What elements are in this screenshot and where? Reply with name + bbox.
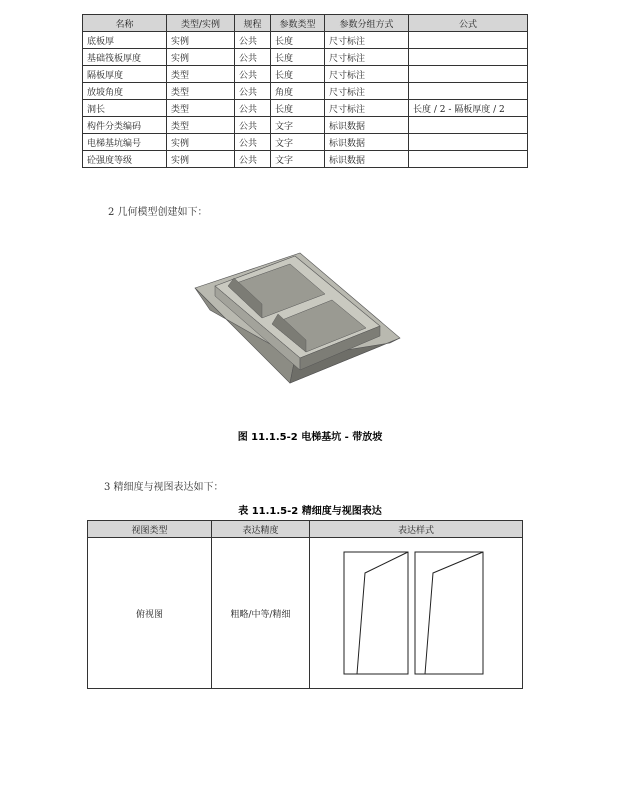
cell-type: 实例 xyxy=(167,32,235,49)
cell-type: 类型 xyxy=(167,83,235,100)
cell-name: 洞长 xyxy=(83,100,167,117)
cell-style xyxy=(310,538,523,689)
parameter-table-header xyxy=(83,15,528,32)
table-row xyxy=(83,32,528,49)
elevator-pit-model-image xyxy=(190,248,406,388)
cell-group: 尺寸标注 xyxy=(325,66,409,83)
cell-name: 隔板厚度 xyxy=(83,66,167,83)
top-view-sample-image xyxy=(343,551,489,675)
header-discipline: 规程 xyxy=(235,15,271,32)
cell-param-type: 文字 xyxy=(271,151,325,168)
table-caption: 表 11.1.5-2 精细度与视图表达 xyxy=(238,506,382,517)
cell-group: 尺寸标注 xyxy=(325,32,409,49)
cell-discipline: 公共 xyxy=(235,66,271,83)
cell-formula xyxy=(409,49,528,66)
header-formula: 公式 xyxy=(409,15,528,32)
cell-formula xyxy=(409,66,528,83)
cell-discipline: 公共 xyxy=(235,32,271,49)
cell-param-type: 长度 xyxy=(271,49,325,66)
table-row xyxy=(83,151,528,168)
cell-group: 标识数据 xyxy=(325,117,409,134)
parameter-table xyxy=(82,14,528,168)
table-row xyxy=(83,83,528,100)
detail-table-header xyxy=(88,521,523,538)
cell-discipline: 公共 xyxy=(235,134,271,151)
cell-name: 构件分类编码 xyxy=(83,117,167,134)
cell-param-type: 长度 xyxy=(271,32,325,49)
cell-group: 标识数据 xyxy=(325,151,409,168)
cell-formula xyxy=(409,32,528,49)
cell-formula xyxy=(409,83,528,100)
cell-formula xyxy=(409,134,528,151)
detail-table xyxy=(87,520,523,689)
table-row xyxy=(88,538,523,689)
cell-type: 实例 xyxy=(167,49,235,66)
figure-caption: 图 11.1.5-2 电梯基坑 - 带放坡 xyxy=(237,432,383,443)
cell-precision: 粗略/中等/精细 xyxy=(212,538,310,689)
cell-discipline: 公共 xyxy=(235,49,271,66)
cell-param-type: 文字 xyxy=(271,134,325,151)
header-view-type: 视图类型 xyxy=(88,521,212,538)
cell-type: 类型 xyxy=(167,66,235,83)
header-param-type: 参数类型 xyxy=(271,15,325,32)
table-row xyxy=(83,134,528,151)
cell-discipline: 公共 xyxy=(235,100,271,117)
cell-discipline: 公共 xyxy=(235,117,271,134)
cell-type: 实例 xyxy=(167,151,235,168)
cell-formula xyxy=(409,117,528,134)
header-type-instance: 类型/实例 xyxy=(167,15,235,32)
cell-name: 底板厚 xyxy=(83,32,167,49)
cell-group: 尺寸标注 xyxy=(325,100,409,117)
cell-formula: 长度 / 2 - 隔板厚度 / 2 xyxy=(409,100,528,117)
cell-group: 尺寸标注 xyxy=(325,83,409,100)
cell-group: 尺寸标注 xyxy=(325,49,409,66)
cell-param-type: 长度 xyxy=(271,66,325,83)
cell-view-type: 俯视图 xyxy=(88,538,212,689)
header-group: 参数分组方式 xyxy=(325,15,409,32)
cell-param-type: 长度 xyxy=(271,100,325,117)
cell-formula xyxy=(409,151,528,168)
cell-name: 放坡角度 xyxy=(83,83,167,100)
cell-name: 基础筏板厚度 xyxy=(83,49,167,66)
table-row xyxy=(83,49,528,66)
cell-group: 标识数据 xyxy=(325,134,409,151)
table-row xyxy=(83,100,528,117)
section-2-text: 2 几何模型创建如下： xyxy=(108,207,208,218)
cell-type: 实例 xyxy=(167,134,235,151)
cell-discipline: 公共 xyxy=(235,151,271,168)
table-row xyxy=(83,117,528,134)
cell-param-type: 文字 xyxy=(271,117,325,134)
cell-name: 砼强度等级 xyxy=(83,151,167,168)
section-3-text: 3 精细度与视图表达如下： xyxy=(104,482,224,493)
header-precision: 表达精度 xyxy=(212,521,310,538)
cell-param-type: 角度 xyxy=(271,83,325,100)
header-name: 名称 xyxy=(83,15,167,32)
cell-discipline: 公共 xyxy=(235,83,271,100)
table-row xyxy=(83,66,528,83)
cell-name: 电梯基坑编号 xyxy=(83,134,167,151)
cell-type: 类型 xyxy=(167,100,235,117)
cell-type: 类型 xyxy=(167,117,235,134)
header-style: 表达样式 xyxy=(310,521,523,538)
